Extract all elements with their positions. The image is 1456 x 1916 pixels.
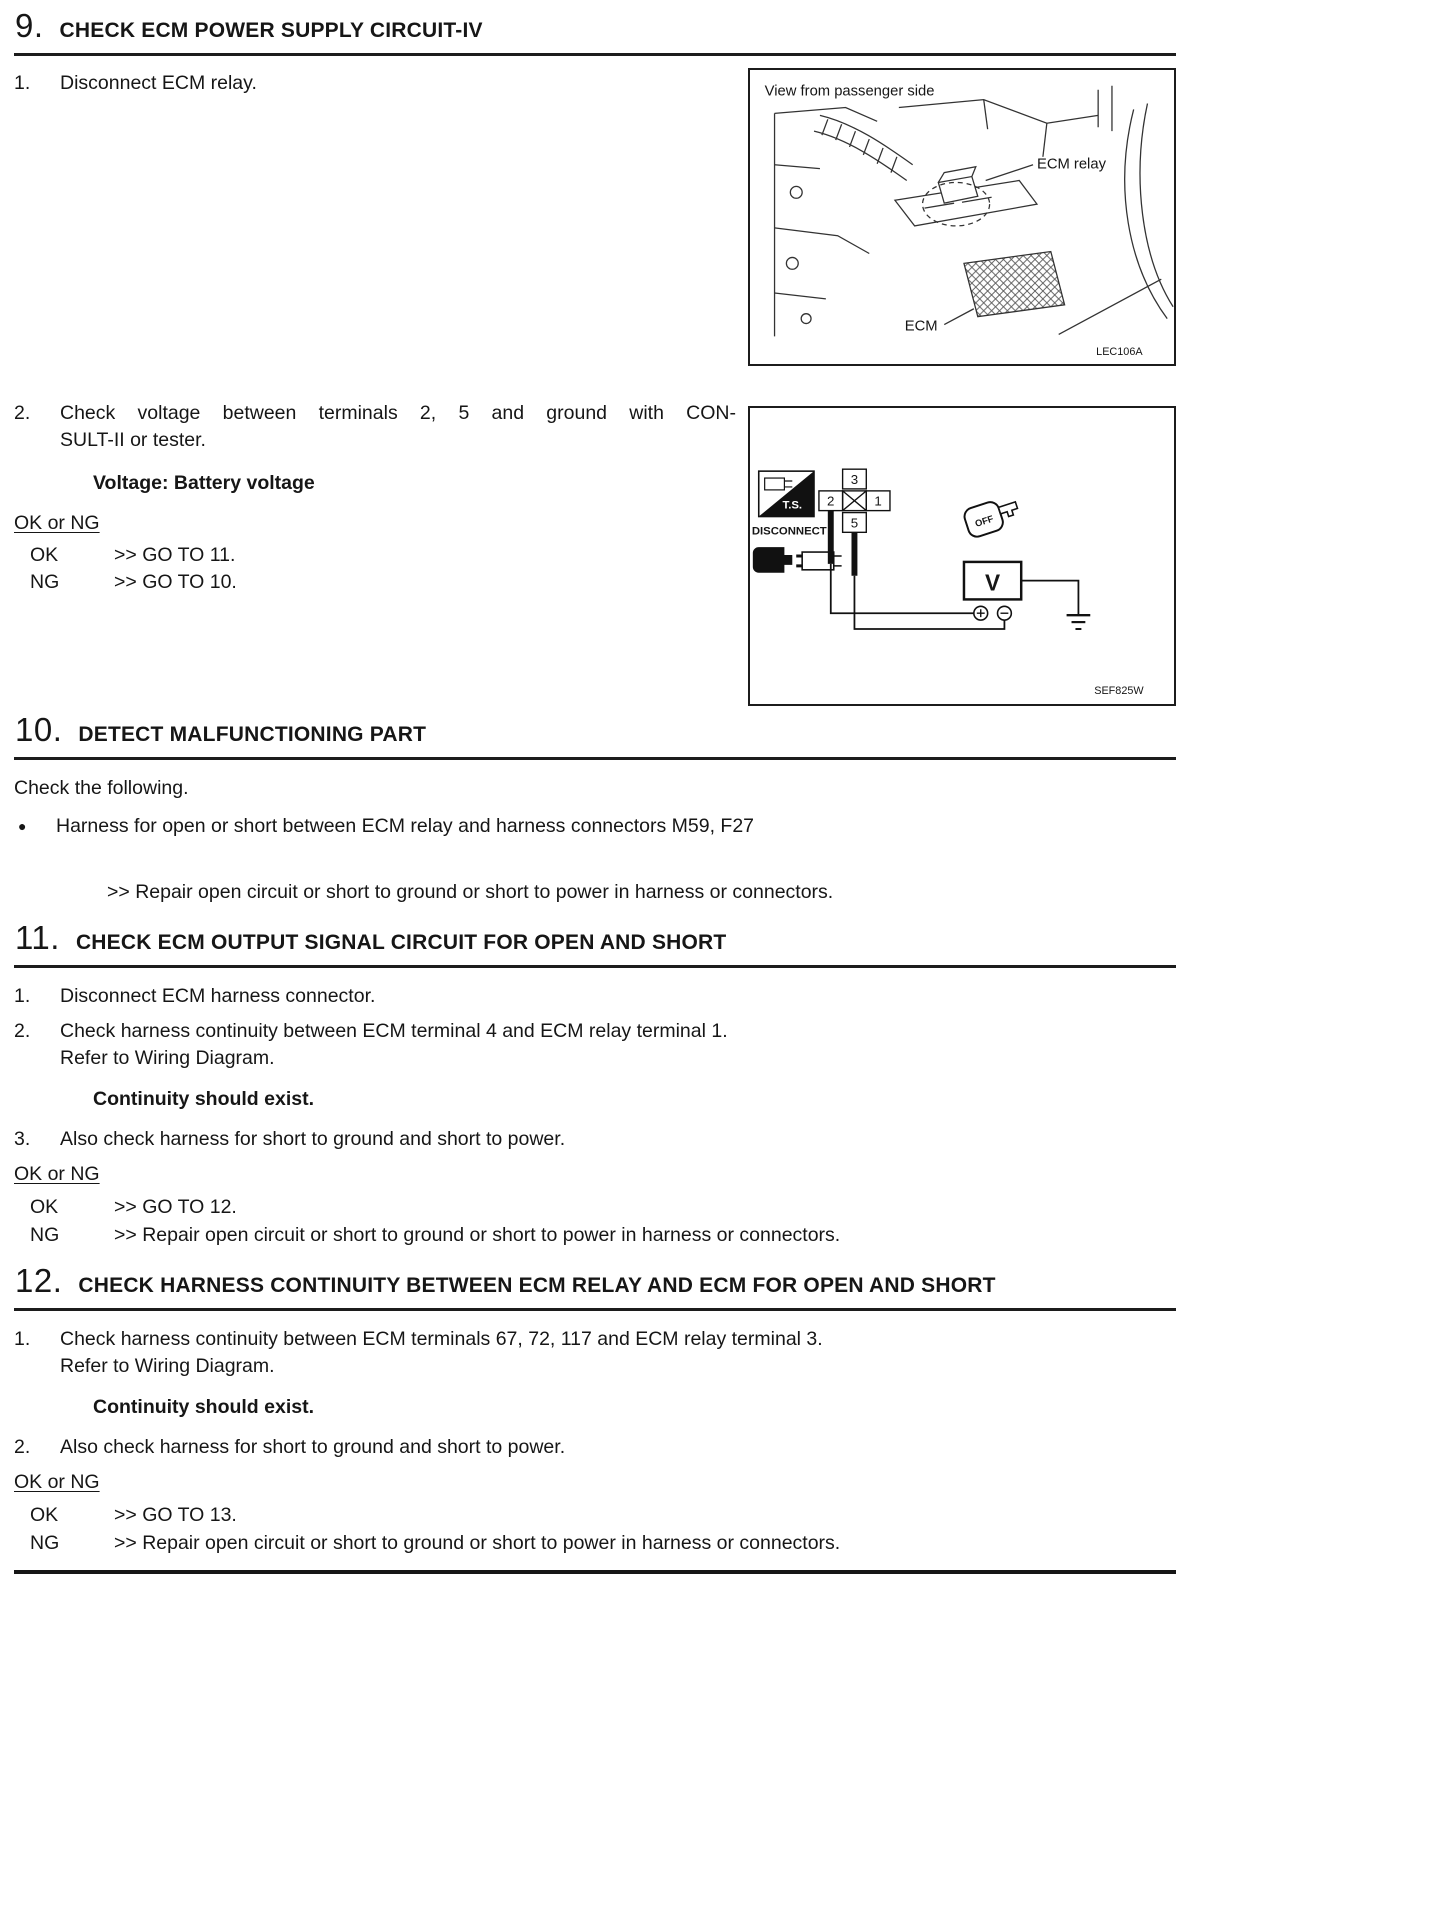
ecm-location-illustration: [750, 70, 1174, 364]
repair-action-text: >> Repair open circuit or short to ground or short to power in harness or connectors.: [107, 881, 834, 903]
section-number: 12.: [15, 1262, 63, 1299]
figure-voltage-check: [748, 406, 1176, 706]
step-item: [14, 983, 1176, 1010]
ecm-leader-line: [944, 309, 974, 325]
terminal-5: 5: [850, 515, 859, 531]
step-text-line: Check voltage between terminals 2, 5 and ground with CON-: [60, 402, 736, 424]
ok-label: OK: [30, 1196, 59, 1218]
step-text-line: Refer to Wiring Diagram.: [60, 1355, 275, 1377]
section-title: DETECT MALFUNCTIONING PART: [78, 723, 427, 746]
figure-ecm-location: [748, 68, 1176, 366]
step-number: 3.: [14, 1128, 31, 1150]
bullet-icon: ●: [18, 818, 27, 834]
bullet-text: Harness for open or short between ECM relay and harness connectors M59, F27: [56, 815, 755, 837]
step-text: [60, 400, 736, 454]
ecm-relay-leader-line: [986, 165, 1033, 181]
section-11-heading: [14, 918, 1176, 968]
ok-result-row: [14, 1194, 1176, 1221]
voltmeter-label: V: [985, 569, 1001, 596]
manual-page: [14, 6, 1176, 1574]
terminal-2: 2: [827, 493, 835, 509]
ng-action: >> Repair open circuit or short to ground or short to power in harness or connectors.: [114, 1224, 841, 1246]
step-number: 1.: [14, 1328, 31, 1350]
section-number: 10.: [15, 711, 63, 748]
ok-action: >> GO TO 12.: [114, 1196, 237, 1218]
section-12-heading: [14, 1261, 1176, 1311]
ng-result-row: [14, 1222, 1176, 1249]
ng-result-row: [14, 1530, 1176, 1557]
ng-label: NG: [30, 1532, 60, 1554]
step-text: [60, 1018, 1176, 1072]
step-item: [14, 400, 736, 454]
ok-or-ng-label: OK or NG: [14, 512, 100, 534]
step-number: 1.: [14, 985, 31, 1007]
ts-icon: [759, 471, 814, 516]
fig1-ecm-label: ECM: [904, 318, 938, 335]
section-number: 11.: [15, 919, 60, 956]
ng-action: >> GO TO 10.: [114, 571, 237, 593]
section-9: [14, 6, 1176, 710]
step-text-line: Check harness continuity between ECM terminal 4 and ECM relay terminal 1.: [60, 1020, 728, 1042]
step-number: 2.: [14, 402, 31, 424]
continuity-spec: Continuity should exist.: [93, 1088, 315, 1110]
step-text: Also check harness for short to ground and short to power.: [60, 1436, 566, 1458]
fig1-caption: View from passenger side: [764, 83, 935, 100]
engine-bay-line-art: [775, 86, 1174, 337]
ok-action: >> GO TO 11.: [114, 544, 236, 566]
section-number: 9.: [15, 7, 44, 44]
ng-label: NG: [30, 571, 60, 593]
ok-result-row: [14, 542, 235, 569]
off-label: OFF: [973, 513, 995, 529]
ok-or-ng-label: OK or NG: [14, 1471, 100, 1493]
ng-result-row: [14, 569, 237, 596]
voltage-check-diagram: [750, 408, 1174, 704]
ok-label: OK: [30, 1504, 59, 1526]
step-text-line: Refer to Wiring Diagram.: [60, 1047, 275, 1069]
ground-icon: [1021, 581, 1090, 629]
ok-or-ng-label: OK or NG: [14, 1163, 100, 1185]
step-number: 2.: [14, 1436, 31, 1458]
fig2-code: SEF825W: [1094, 685, 1144, 698]
ng-action: >> Repair open circuit or short to ground or short to power in harness or connectors.: [114, 1532, 841, 1554]
section-9-body: [14, 56, 1176, 710]
section-10: [14, 710, 1176, 906]
bullet-item: [14, 813, 1176, 840]
page-bottom-rule: [14, 1570, 1176, 1574]
section-11: [14, 918, 1176, 1249]
step-item: [14, 70, 257, 97]
ok-label: OK: [30, 544, 59, 566]
ok-action: >> GO TO 13.: [114, 1504, 237, 1526]
step-text: [60, 1326, 1176, 1380]
ok-result-row: [14, 1502, 1176, 1529]
step-text: Also check harness for short to ground and short to power.: [60, 1128, 566, 1150]
intro-text: Check the following.: [14, 777, 189, 799]
fig1-ecm-relay-label: ECM relay: [1036, 156, 1106, 173]
disconnect-label: DISCONNECT: [751, 525, 827, 538]
ts-label: T.S.: [782, 499, 803, 512]
step-text: Disconnect ECM harness connector.: [60, 985, 376, 1007]
section-title: CHECK HARNESS CONTINUITY BETWEEN ECM RELAY AND ECM FOR OPEN AND SHORT: [78, 1274, 996, 1297]
section-12: [14, 1261, 1176, 1574]
step-text-line: SULT-II or tester.: [60, 429, 206, 451]
section-title: CHECK ECM OUTPUT SIGNAL CIRCUIT FOR OPEN AND SHORT: [75, 931, 727, 954]
continuity-spec: Continuity should exist.: [93, 1396, 315, 1418]
step-item: [14, 1434, 1176, 1461]
step-item: [14, 1018, 1176, 1072]
ng-label: NG: [30, 1224, 60, 1246]
step-number: 1.: [14, 72, 31, 94]
step-text: Disconnect ECM relay.: [60, 72, 257, 94]
ignition-off-icon: [962, 494, 1022, 539]
fig1-code: LEC106A: [1096, 346, 1143, 359]
voltage-spec: Voltage: Battery voltage: [93, 472, 315, 494]
section-10-heading: [14, 710, 1176, 760]
section-title: CHECK ECM POWER SUPPLY CIRCUIT-IV: [59, 19, 483, 42]
step-item: [14, 1126, 1176, 1153]
ecm-unit-hatched: [964, 252, 1065, 317]
step-text-line: Check harness continuity between ECM terminals 67, 72, 117 and ECM relay terminal 3.: [60, 1328, 823, 1350]
terminal-3: 3: [850, 471, 859, 487]
step-number: 2.: [14, 1020, 31, 1042]
voltmeter-icon: [964, 562, 1021, 620]
terminal-1: 1: [874, 493, 882, 509]
section-9-heading: [14, 6, 1176, 56]
step-item: [14, 1326, 1176, 1380]
